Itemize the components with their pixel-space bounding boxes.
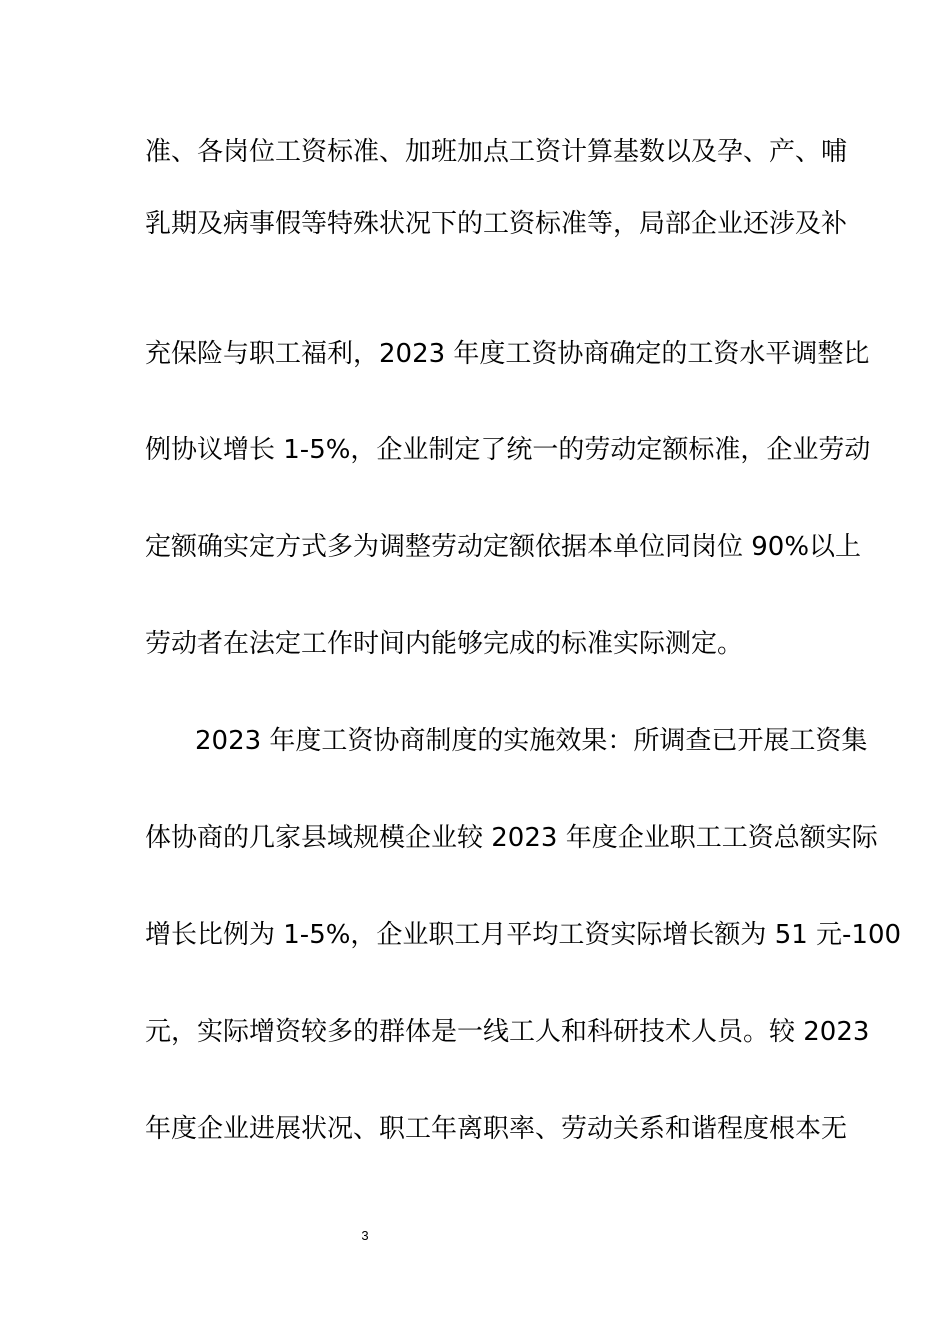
page-number: 3	[361, 1228, 369, 1243]
paragraph-line: 元，实际增资较多的群体是一线工人和科研技术人员。较 2023	[145, 1017, 870, 1047]
paragraph-line: 充保险与职工福利，2023 年度工资协商确定的工资水平调整比	[145, 339, 870, 369]
paragraph-line: 劳动者在法定工作时间内能够完成的标准实际测定。	[145, 629, 744, 659]
paragraph-line: 定额确实定方式多为调整劳动定额依据本单位同岗位 90%以上	[145, 532, 862, 562]
paragraph-line: 增长比例为 1-5%，企业职工月平均工资实际增长额为 51 元-100	[145, 920, 902, 950]
paragraph-line: 准、各岗位工资标准、加班加点工资计算基数以及孕、产、哺	[145, 137, 848, 167]
paragraph-line: 乳期及病事假等特殊状况下的工资标准等，局部企业还涉及补	[145, 209, 848, 239]
paragraph-line: 年度企业进展状况、职工年离职率、劳动关系和谐程度根本无	[145, 1114, 848, 1144]
paragraph-line: 例协议增长 1-5%，企业制定了统一的劳动定额标准，企业劳动	[145, 435, 871, 465]
paragraph-line: 2023 年度工资协商制度的实施效果：所调查已开展工资集	[195, 726, 868, 756]
paragraph-line: 体协商的几家县域规模企业较 2023 年度企业职工工资总额实际	[145, 823, 878, 853]
